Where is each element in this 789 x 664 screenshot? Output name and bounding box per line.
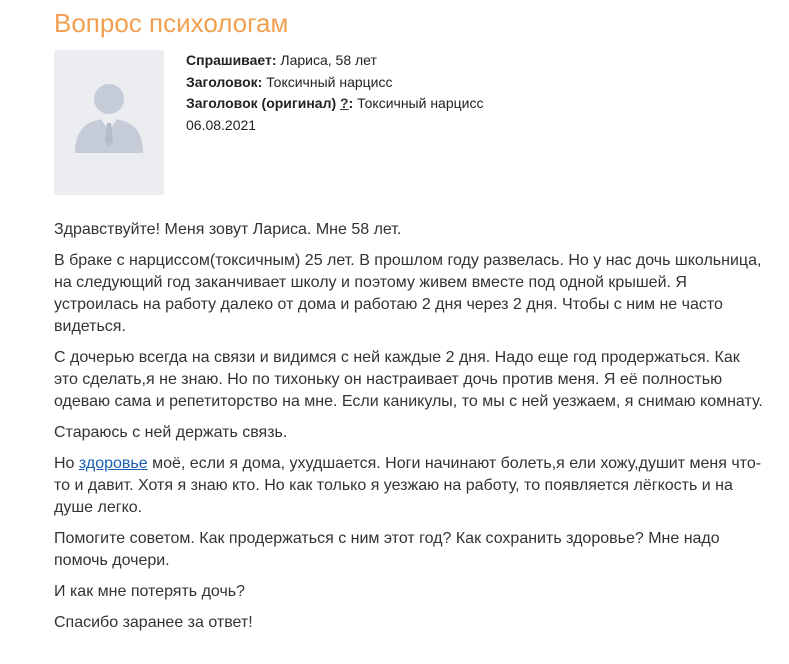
paragraph-contact: Стараюсь с ней держать связь. (54, 424, 288, 441)
paragraph-marriage: В браке с нарциссом(токсичным) 25 лет. В прошлом году развелась. Но у нас дочь школьница, на следующий год заканчивает школу и поэтому живем вместе под одной крышей. Я устроилась на работу далеко от дома и работаю 2 дня через 2 дня. Чтобы с ним не часто видеться. (54, 252, 762, 335)
title-label: Заголовок: (186, 73, 263, 90)
question-meta (186, 50, 483, 136)
title-row (186, 72, 483, 94)
asks-value: Лариса, 58 лет (280, 52, 377, 68)
question-date: 06.08.2021 (186, 116, 257, 133)
title-value: Токсичный нарцисс (266, 73, 393, 90)
original-title-help-link[interactable]: ? (340, 95, 349, 111)
paragraph-request: Помогите советом. Как продержаться с ним этот год? Как сохранить здоровье? Мне надо помочь дочери. (54, 530, 720, 569)
page-title: Вопрос психологам (54, 8, 289, 38)
paragraph-health: Но здоровье моё, если я дома, ухудшается. Ноги начинают болеть,я ели хожу,душит меня что-то и давит. Хотя я знаю кто. Но как только я уезжаю на работу, то появляется лёгкость и на душе легко. (54, 455, 762, 516)
paragraph-question: И как мне потерять дочь? (54, 583, 246, 600)
paragraph-thanks: Спасибо заранее за ответ! (54, 614, 253, 631)
paragraph-daughter: С дочерью всегда на связи и видимся с ней каждые 2 дня. Надо еще год продержаться. Как это сделать,я не знаю. Но по тихоньку он настраивает дочь против меня. Я её полностью одеваю сама и репетиторство на мне. Если каникулы, то мы с ней уезжаем, я снимаю комнату. (54, 349, 763, 410)
original-title-label: Заголовок (оригинал) (186, 95, 337, 111)
asks-label: Спрашивает: (186, 52, 277, 68)
health-link[interactable]: здоровье (78, 455, 148, 472)
question-body (54, 219, 766, 643)
paragraph-greeting: Здравствуйте! Меня зовут Лариса. Мне 58 лет. (54, 221, 402, 238)
original-title-row: Заголовок (оригинал) ?: Токсичный нарцисс (186, 95, 484, 111)
avatar (54, 50, 164, 195)
original-title-value: Токсичный нарцисс (357, 95, 484, 111)
asker-row (186, 50, 483, 72)
user-avatar-icon (73, 81, 145, 153)
